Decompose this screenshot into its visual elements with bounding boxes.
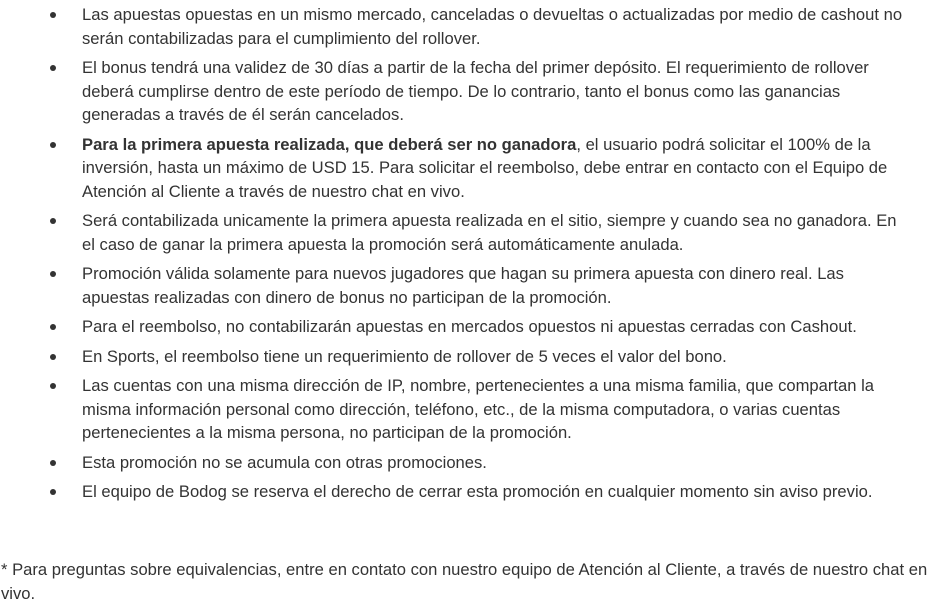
bullet-icon <box>50 489 56 495</box>
terms-list <box>0 3 952 510</box>
item-text: Promoción válida solamente para nuevos jugadores que hagan su primera apuesta con dinero real. Las apuestas realizadas con dinero de bonus no participan de la promoción. <box>82 264 844 307</box>
bullet-icon <box>50 354 56 360</box>
bullet-icon <box>50 218 56 224</box>
item-text: Esta promoción no se acumula con otras promociones. <box>82 452 487 472</box>
list-item <box>0 209 952 256</box>
item-text: El equipo de Bodog se reserva el derecho de cerrar esta promoción en cualquier momento sin aviso previo. <box>82 482 873 501</box>
item-text: Será contabilizada unicamente la primera apuesta realizada en el sitio, siempre y cuando sea no ganadora. En el caso de ganar la primera apuesta la promoción será automáticamente anulada. <box>82 211 897 254</box>
list-item <box>0 345 952 369</box>
item-text: En Sports, el reembolso tiene un requerimiento de rollover de 5 veces el valor del bono. <box>82 346 727 366</box>
item-text: Para el reembolso, no contabilizarán apuestas en mercados opuestos ni apuestas cerradas con Cashout. <box>82 317 857 336</box>
item-text: Las cuentas con una misma dirección de IP, nombre, pertenecientes a una misma familia, que compartan la misma información personal como dirección, teléfono, etc., de la misma computadora, o varias cuentas pertenecientes a la misma persona, no participan de la promoción. <box>82 376 875 442</box>
item-bold-text: Para la primera apuesta realizada, que deberá ser no ganadora <box>82 134 577 154</box>
bullet-icon <box>50 12 56 18</box>
list-item <box>0 451 952 475</box>
list-item <box>0 133 952 204</box>
bullet-icon <box>50 65 56 71</box>
item-text: , el usuario podrá solicitar el 100% de la inversión, hasta un máximo de USD 15. Para solicitar el reembolso, debe entrar en contacto con el Equipo de Atención al Cliente a través de nuestro chat en vivo. <box>82 134 888 201</box>
footnote: * Para preguntas sobre equivalencias, entre en contato con nuestro equipo de Atención al Cliente, a través de nuestro chat en vivo. <box>1 560 928 603</box>
list-item <box>0 56 952 127</box>
list-item <box>0 262 952 309</box>
list-item <box>0 480 952 504</box>
list-item <box>0 3 952 50</box>
item-text: Las apuestas opuestas en un mismo mercado, canceladas o devueltas o actualizadas por medio de cashout no serán contabilizadas para el cumplimiento del rollover. <box>82 5 903 48</box>
bullet-icon <box>50 142 56 148</box>
bullet-icon <box>50 271 56 277</box>
item-text: El bonus tendrá una validez de 30 días a partir de la fecha del primer depósito. El requerimiento de rollover deberá cumplirse dentro de este período de tiempo. De lo contrario, tanto el bonus como las ganancias generadas a través de él serán cancelados. <box>82 58 869 124</box>
list-item <box>0 374 952 445</box>
list-item <box>0 315 952 339</box>
bullet-icon <box>50 383 56 389</box>
bullet-icon <box>50 460 56 466</box>
bullet-icon <box>50 324 56 330</box>
